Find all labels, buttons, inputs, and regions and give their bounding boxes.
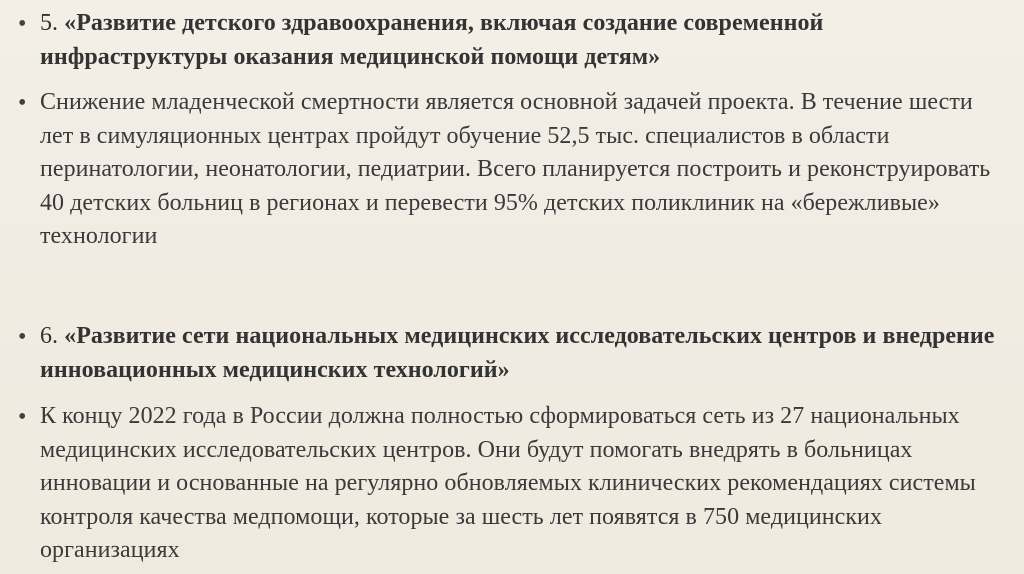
section-5-number: 5. bbox=[40, 10, 65, 36]
section-5-body bbox=[18, 86, 1008, 254]
section-5-heading-text bbox=[40, 7, 1008, 74]
section-6-number: 6. bbox=[40, 323, 65, 349]
section-6-body-text: К концу 2022 года в России должна полностью сформироваться сеть из 27 национальных медицинских исследовательских центров. Они будут помогать внедрять в больницах инновации и основанные на регулярно обновляемых клинических рекомендациях системы контроля качества медпомощи, которые за шесть лет появятся в 750 медицинских организациях bbox=[40, 403, 976, 563]
section-6-heading bbox=[18, 320, 1008, 387]
bullet-icon: • bbox=[18, 404, 27, 430]
section-6-body bbox=[18, 400, 1008, 568]
section-5-title: «Развитие детского здравоохранения, включая создание современной инфраструктуры оказания медицинской помощи детям» bbox=[40, 10, 824, 70]
bullet-icon: • bbox=[18, 324, 27, 350]
bullet-icon: • bbox=[18, 11, 27, 37]
section-6-heading-text bbox=[40, 320, 1008, 387]
section-6-title: «Развитие сети национальных медицинских исследовательских центров и внедрение инновационных медицинских технологий» bbox=[40, 323, 995, 383]
section-5-heading bbox=[18, 7, 1008, 74]
section-5-body-text: Снижение младенческой смертности является основной задачей проекта. В течение шести лет в симуляционных центрах пройдут обучение 52,5 тыс. специалистов в области перинатологии, неонатологии, педиатрии. Всего планируется построить и реконструировать 40 детских больниц в регионах и перевести 95% детских поликлиник на «бережливые» технологии bbox=[40, 89, 991, 249]
bullet-icon: • bbox=[18, 90, 27, 116]
